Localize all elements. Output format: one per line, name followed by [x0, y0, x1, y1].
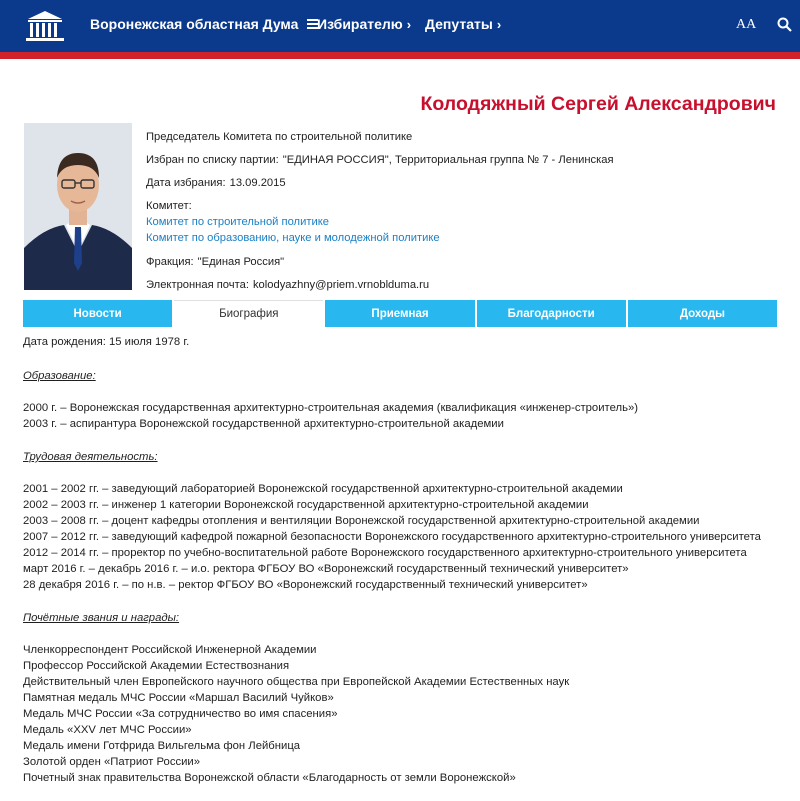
party-value: "ЕДИНАЯ РОССИЯ", Территориальная группа № 7 - Ленинская: [282, 154, 614, 166]
awards-heading: Почётные звания и награды:: [23, 612, 180, 624]
tab-biography[interactable]: Биография: [174, 300, 323, 327]
award-item: Медаль МЧС России «За сотрудничество во имя спасения»: [23, 708, 338, 720]
award-item: Золотой орден «Патриот России»: [23, 756, 201, 768]
committee-link-construction[interactable]: Комитет по строительной политике: [146, 216, 329, 228]
award-item: Профессор Российской Академии Естествознания: [23, 660, 290, 672]
work-heading: Трудовая деятельность:: [23, 451, 158, 463]
tab-gratitude[interactable]: Благодарности: [477, 300, 626, 327]
work-item: 2002 – 2003 гг. – инженер 1 категории Воронежской государственной архитектурно-строительной академии: [23, 499, 589, 511]
award-item: Действительный член Европейского научного общества при Европейской Академии Естественных наук: [23, 676, 570, 688]
elected-label: Дата избрания:: [146, 177, 226, 189]
work-item: 2007 – 2012 гг. – заведующий кафедрой пожарной безопасности Воронежского государственного архитектурно-строительного университета: [23, 531, 761, 543]
site-name-label: Воронежская областная Дума: [90, 16, 299, 32]
party-label: Избран по списку партии:: [146, 154, 279, 166]
nav-deputies-label: Депутаты: [425, 16, 493, 32]
email-value[interactable]: kolodyazhny@priem.vrnoblduma.ru: [252, 279, 430, 291]
search-icon[interactable]: [777, 17, 792, 32]
deputy-name: Колодяжный Сергей Александрович: [420, 93, 776, 115]
birth-date: Дата рождения: 15 июля 1978 г.: [23, 336, 190, 348]
top-navigation-bar: [0, 0, 800, 52]
header-red-stripe: [0, 52, 800, 59]
award-item: Членкорреспондент Российской Инженерной Академии: [23, 644, 317, 656]
font-size-button[interactable]: [736, 17, 756, 33]
work-item: 28 декабря 2016 г. – по н.в. – ректор ФГБОУ ВО «Воронежский государственный технический университет»: [23, 579, 588, 591]
faction-label: Фракция:: [146, 256, 194, 268]
committee-label: Комитет:: [146, 200, 192, 212]
education-item: 2003 г. – аспирантура Воронежской государственной архитектурно-строительной академии: [23, 418, 504, 430]
email-row: [146, 279, 429, 291]
award-item: Почетный знак правительства Воронежской области «Благодарность от земли Воронежской»: [23, 772, 516, 784]
elected-row: [146, 177, 286, 189]
committee-link-education[interactable]: Комитет по образованию, науке и молодежной политике: [146, 232, 440, 244]
deputy-photo: [24, 123, 132, 290]
font-size-label: AA: [736, 17, 757, 32]
elected-value: 13.09.2015: [229, 177, 286, 189]
tab-reception[interactable]: Приемная: [325, 300, 474, 327]
education-item: 2000 г. – Воронежская государственная архитектурно-строительная академия (квалификация «инженер-строитель»): [23, 402, 639, 414]
faction-value: "Единая Россия": [197, 256, 285, 268]
nav-voters-label: Избирателю: [317, 16, 403, 32]
position-text: Председатель Комитета по строительной политике: [146, 131, 413, 143]
tab-news[interactable]: Новости: [23, 300, 172, 327]
work-item: 2012 – 2014 гг. – проректор по учебно-воспитательной работе Воронежского государственного архитектурно-строительного университета: [23, 547, 747, 559]
party-row: [146, 154, 614, 166]
chevron-right-icon: ›: [406, 17, 412, 32]
award-item: Памятная медаль МЧС России «Маршал Василий Чуйков»: [23, 692, 334, 704]
award-item: Медаль «XXV лет МЧС России»: [23, 724, 192, 736]
work-item: 2003 – 2008 гг. – доцент кафедры отопления и вентиляции Воронежской государственной архитектурно-строительной академии: [23, 515, 700, 527]
nav-site-name[interactable]: [90, 16, 318, 32]
email-label: Электронная почта:: [146, 279, 249, 291]
duma-building-logo-icon[interactable]: [22, 8, 68, 44]
profile-tabs: [23, 300, 777, 327]
chevron-right-icon: ›: [496, 17, 502, 32]
work-item: март 2016 г. – декабрь 2016 г. – и.о. ректора ФГБОУ ВО «Воронежский государственный технический университет»: [23, 563, 629, 575]
education-heading: Образование:: [23, 370, 96, 382]
portrait-image: [24, 123, 132, 290]
tab-income[interactable]: Доходы: [628, 300, 777, 327]
nav-voters[interactable]: [317, 16, 411, 32]
work-item: 2001 – 2002 гг. – заведующий лабораторией Воронежской государственной архитектурно-строительной академии: [23, 483, 623, 495]
award-item: Медаль имени Готфрида Вильгельма фон Лейбница: [23, 740, 301, 752]
nav-deputies[interactable]: [425, 16, 501, 32]
faction-row: [146, 256, 284, 268]
